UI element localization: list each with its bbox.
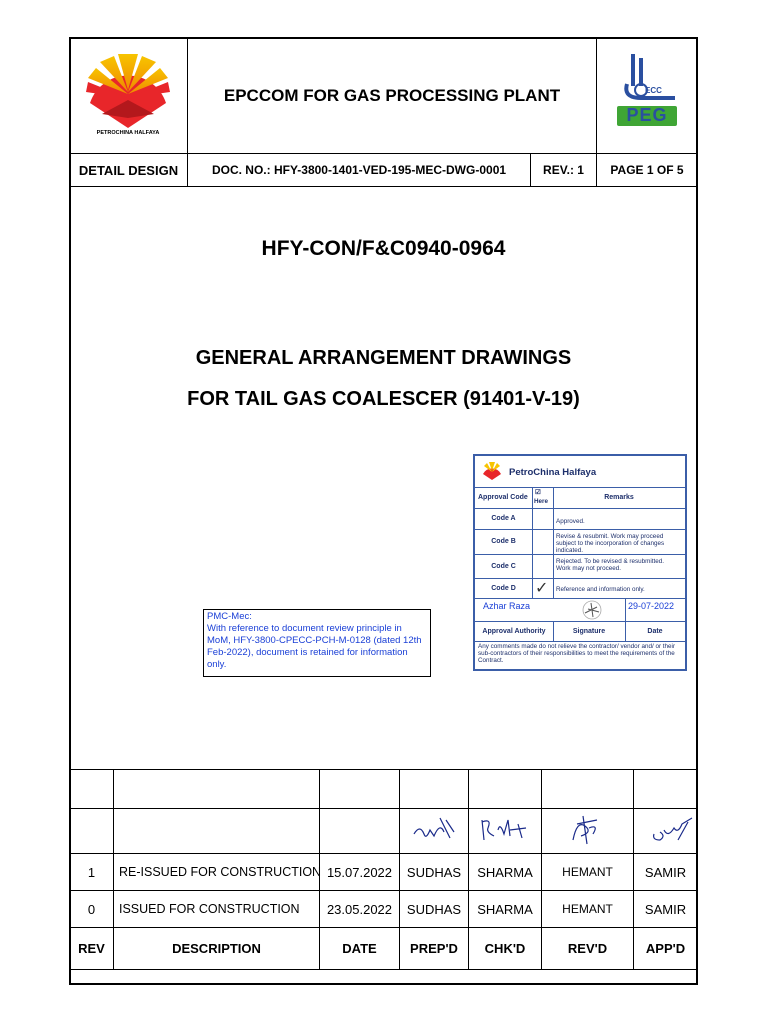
stamp-label-signature: Signature bbox=[572, 627, 606, 635]
rev-line-1 bbox=[70, 769, 697, 770]
petrochina-logo-icon bbox=[78, 48, 178, 130]
stamp-remark-d: Reference and information only. bbox=[556, 586, 645, 593]
header-chkd: CHK'D bbox=[484, 941, 526, 956]
stamp-col-tick: Here bbox=[534, 498, 549, 505]
header-prepd: PREP'D bbox=[410, 941, 458, 956]
row1-description: RE-ISSUED FOR CONSTRUCTION bbox=[119, 865, 322, 879]
row1-prepd: SUDHAS bbox=[406, 864, 462, 880]
drawing-title-line-1: GENERAL ARRANGEMENT DRAWINGS bbox=[195, 347, 572, 369]
peg-logo-letters: ECC bbox=[645, 86, 662, 95]
row0-revd: HEMANT bbox=[562, 902, 613, 916]
project-title: EPCCOM FOR GAS PROCESSING PLANT bbox=[223, 85, 561, 105]
document-number: DOC. NO.: HFY-3800-1401-VED-195-MEC-DWG-0001 bbox=[211, 163, 507, 177]
peg-logo-text: PEG bbox=[626, 105, 668, 125]
header-description: DESCRIPTION bbox=[172, 941, 261, 956]
stamp-authority-name: Azhar Raza bbox=[483, 601, 531, 611]
stamp-check-icon: ✓ bbox=[535, 580, 549, 597]
rev-line-2 bbox=[70, 808, 697, 809]
row0-appd: SAMIR bbox=[644, 901, 687, 917]
stamp-remark-a: Approved. bbox=[556, 518, 585, 525]
row1-date: 15.07.2022 bbox=[326, 864, 393, 880]
row1-rev: 1 bbox=[87, 864, 96, 880]
stamp-label-authority: Approval Authority bbox=[482, 627, 546, 635]
petrochina-logo-caption: PETROCHINA HALFAYA bbox=[96, 130, 160, 136]
row1-revd: HEMANT bbox=[562, 865, 613, 879]
drawing-title-line-2: FOR TAIL GAS COALESCER (91401-V-19) bbox=[187, 388, 580, 410]
docinfo-divider bbox=[70, 186, 697, 187]
document-code: HFY-CON/F&C0940-0964 bbox=[261, 237, 506, 260]
stamp-signature-icon bbox=[579, 599, 605, 621]
stamp-code-c: Code C bbox=[491, 562, 516, 570]
stamp-remark-c: Rejected. To be revised & resubmitted. Work may not proceed. bbox=[556, 558, 665, 572]
header-rev: REV bbox=[78, 941, 105, 956]
stamp-code-d: Code D bbox=[491, 584, 516, 592]
signature-prepd-icon bbox=[410, 812, 462, 848]
row1-appd: SAMIR bbox=[644, 864, 687, 880]
signature-appd-icon bbox=[648, 812, 696, 846]
row0-date: 23.05.2022 bbox=[326, 901, 393, 917]
row0-rev: 0 bbox=[87, 901, 96, 917]
stamp-code-b: Code B bbox=[491, 538, 516, 545]
stamp-tick-box-icon: ☑ bbox=[535, 489, 541, 496]
signature-revd-icon bbox=[563, 810, 611, 848]
row1-chkd: SHARMA bbox=[477, 864, 533, 880]
stamp-remark-b: Revise & resubmit. Work may proceed subject to the incorporation of changes indicated. bbox=[556, 533, 665, 554]
stamp-code-a: Code A bbox=[491, 515, 516, 522]
row0-description: ISSUED FOR CONSTRUCTION bbox=[119, 902, 300, 916]
header-appd: APP'D bbox=[645, 941, 686, 956]
stamp-label-date: Date bbox=[647, 627, 663, 635]
stamp-disclaimer: Any comments made do not relieve the contractor/ vendor and/ or their sub-contractors of their responsibilities to meet the requirements of the Contract. bbox=[478, 643, 676, 664]
header-vline-right bbox=[596, 38, 597, 154]
stamp-company: PetroChina Halfaya bbox=[509, 466, 597, 478]
row0-chkd: SHARMA bbox=[477, 901, 533, 917]
header-revd: REV'D bbox=[567, 941, 608, 956]
page-number: PAGE 1 OF 5 bbox=[610, 163, 684, 177]
pmc-heading: PMC-Mec: bbox=[207, 611, 252, 622]
approval-stamp bbox=[473, 454, 687, 671]
pmc-comment-box bbox=[203, 609, 431, 677]
detail-design-label: DETAIL DESIGN bbox=[78, 162, 179, 178]
stamp-logo-icon bbox=[481, 461, 503, 481]
header-date: DATE bbox=[342, 941, 377, 956]
signature-chkd-icon bbox=[478, 812, 538, 846]
pmc-text: With reference to document review principle in MoM, HFY-3800-CPECC-PCH-M-0128 (dated 12th Feb-2022), document is retained for information only. bbox=[207, 623, 422, 670]
rev-line-6 bbox=[70, 969, 697, 970]
stamp-col-remarks: Remarks bbox=[604, 493, 634, 501]
petrochina-logo bbox=[78, 48, 178, 148]
row0-prepd: SUDHAS bbox=[406, 901, 462, 917]
peg-logo bbox=[605, 50, 685, 130]
revision-number: REV.: 1 bbox=[543, 163, 584, 177]
stamp-date: 29-07-2022 bbox=[628, 601, 675, 611]
stamp-col-approval: Approval Code bbox=[478, 493, 528, 501]
